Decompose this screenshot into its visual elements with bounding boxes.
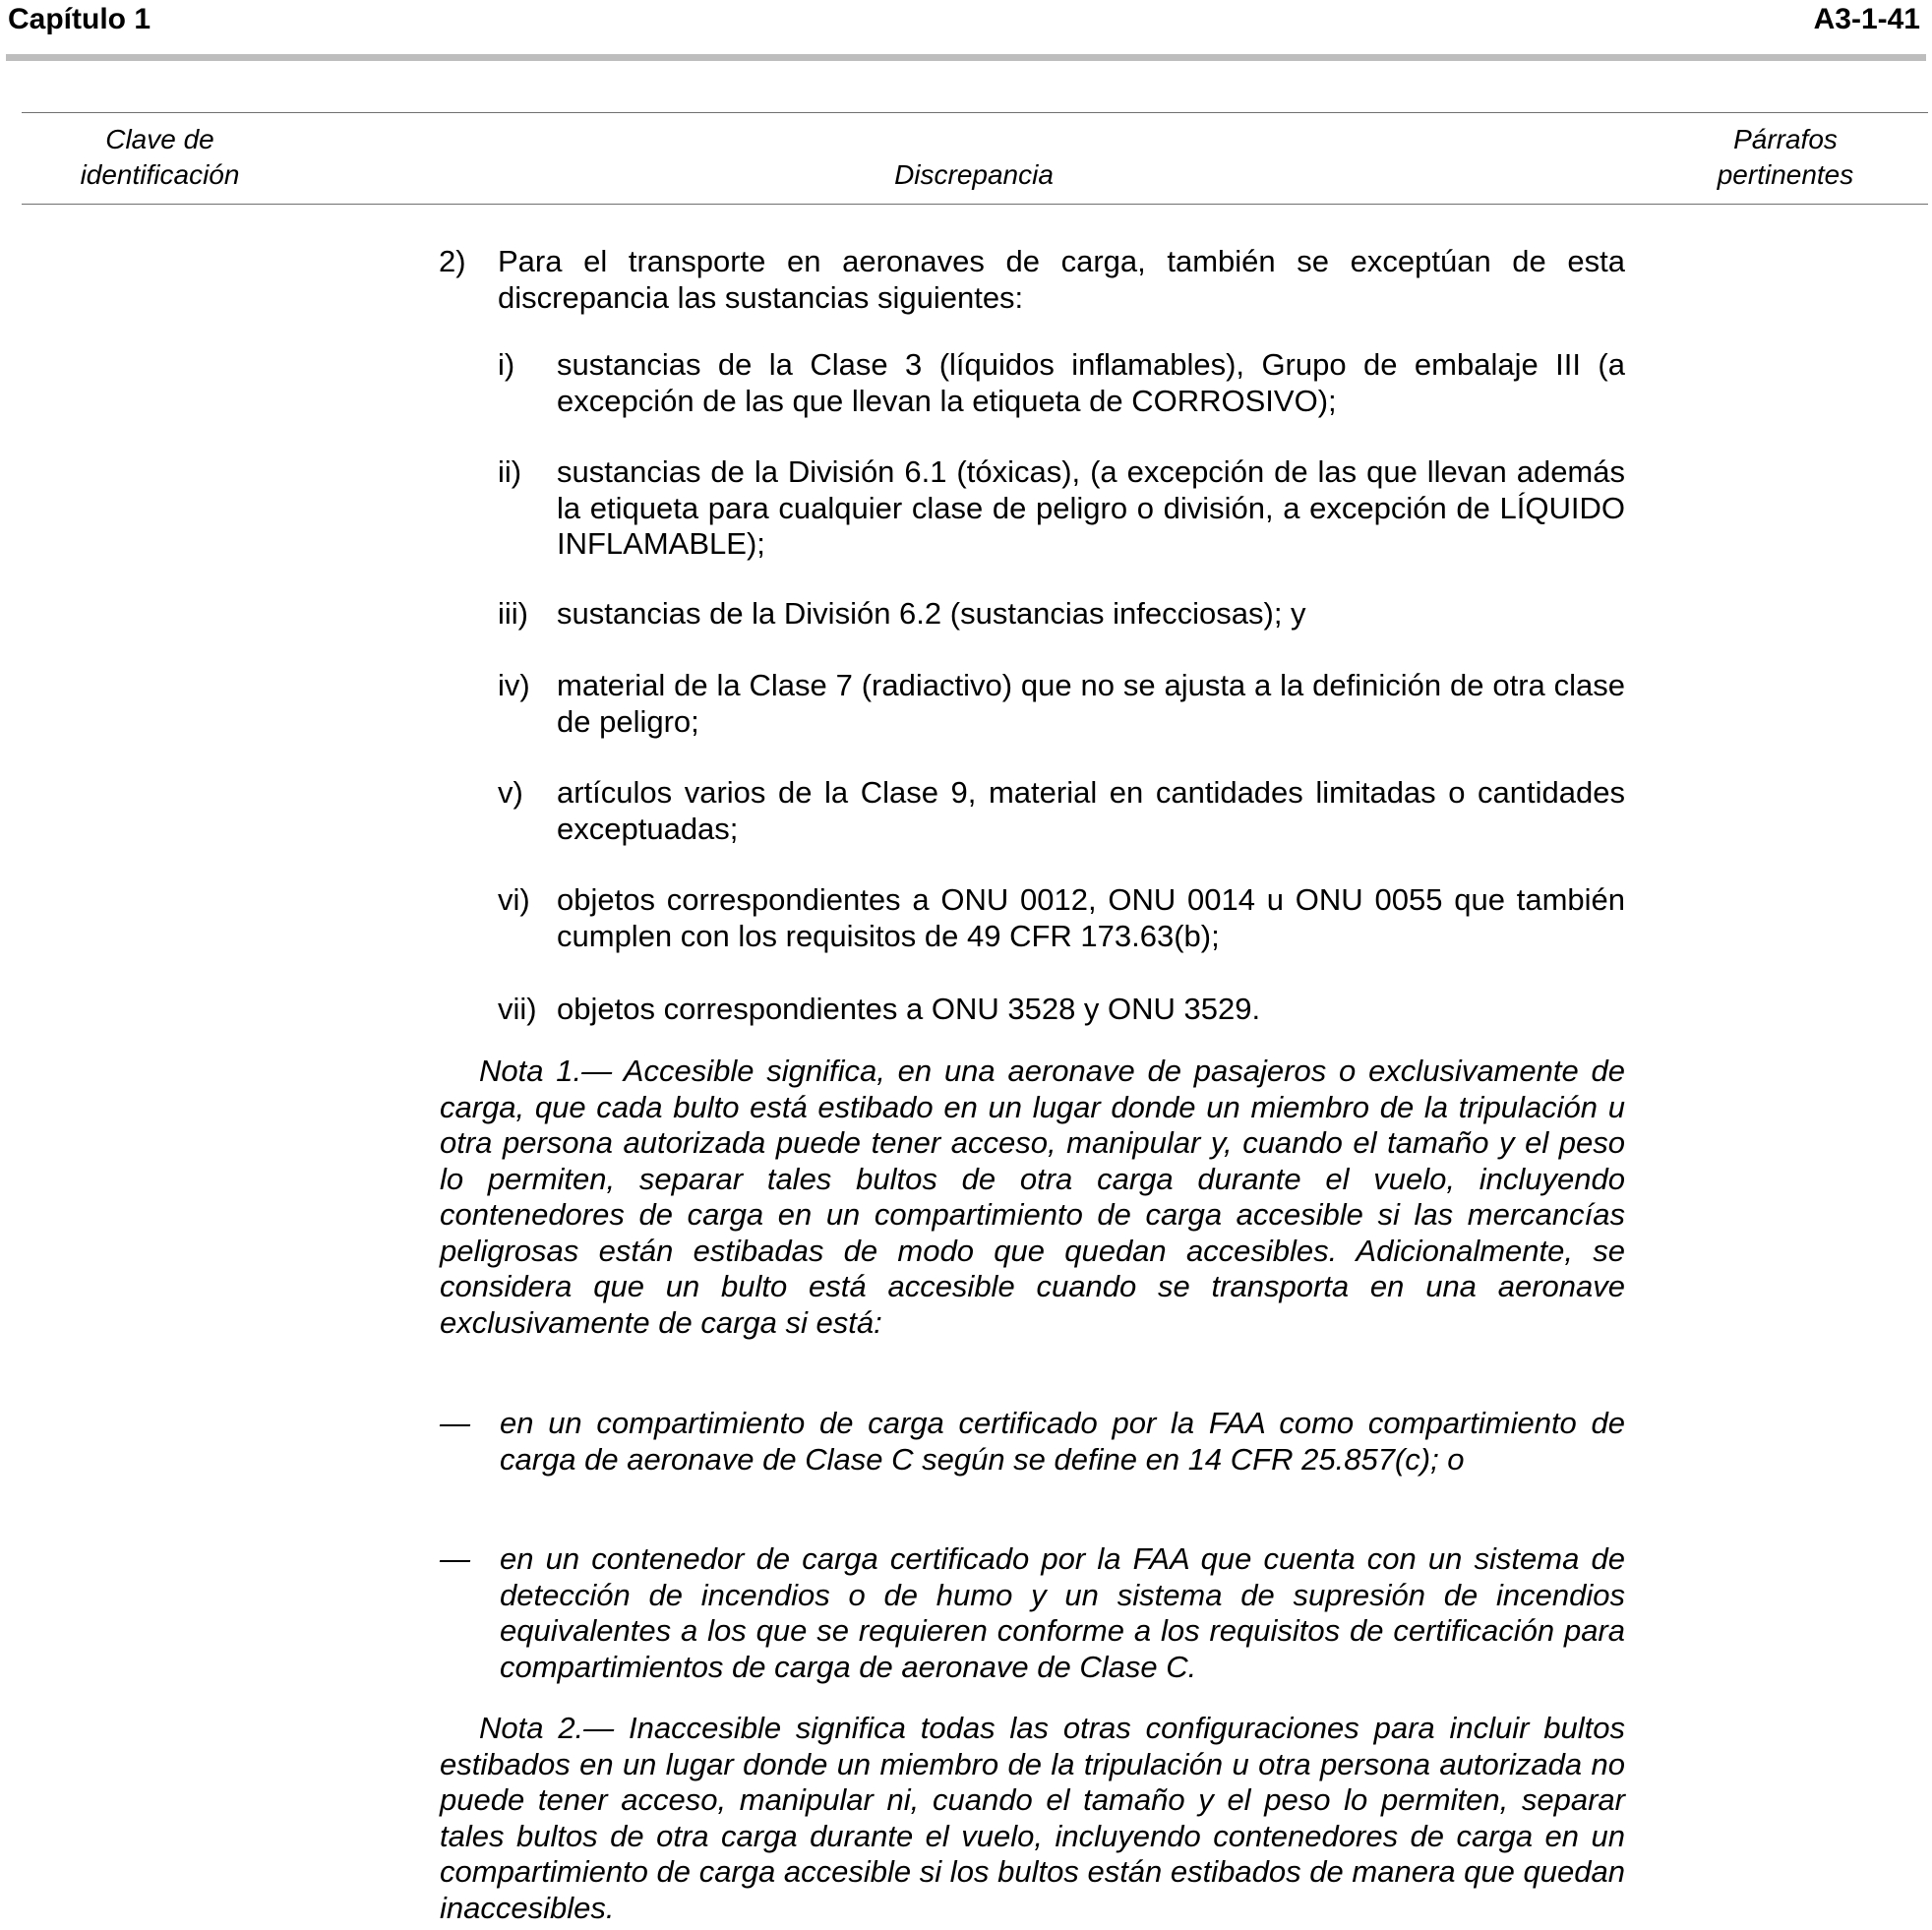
sub-item-number: i) [498,347,515,382]
item-number: 2) [439,244,466,278]
table-top-rule [22,112,1928,113]
sub-item-number: iv) [498,668,530,702]
dash-item-1 [440,1406,1625,1514]
column-header-paragraphs-line1: Párrafos [1733,124,1838,154]
table-header-rule [22,204,1928,205]
chapter-title: Capítulo 1 [8,3,151,35]
dash-bullet: — [440,1406,470,1440]
header-divider [6,54,1926,61]
sub-item-text: objetos correspondientes a ONU 3528 y ONU 3529. [557,992,1261,1026]
column-header-paragraphs-line2: pertinentes [1717,159,1854,190]
sub-item-iv [498,668,1625,747]
sub-item-text: sustancias de la Clase 3 (líquidos inflamables), Grupo de embalaje III (a excepción de las que llevan la etiqueta de CORROSIVO); [557,347,1625,418]
column-header-key [39,122,280,193]
page-reference: A3-1-41 [1813,3,1920,35]
dash-item-text: en un contenedor de carga certificado por la FAA que cuenta con un sistema de detección de incendios o de humo y un sistema de supresión de incendios equivalentes a los que se requieren conforme a los requisitos de certificación para compartimientos de carga de aeronave de Clase C. [500,1541,1625,1684]
sub-item-vi [498,882,1625,961]
sub-item-text: material de la Clase 7 (radiactivo) que no se ajusta a la definición de otra clase de peligro; [557,668,1625,739]
sub-item-text: sustancias de la División 6.1 (tóxicas), (a excepción de las que llevan además la etiqueta para cualquier clase de peligro o división, a excepción de LÍQUIDO INFLAMABLE); [557,454,1625,561]
list-item-2 [439,244,1625,323]
sub-item-text: sustancias de la División 6.2 (sustancias infecciosas); y [557,596,1306,631]
sub-item-ii [498,454,1625,563]
sub-item-iii [498,596,1625,635]
dash-bullet: — [440,1541,470,1576]
sub-item-text: objetos correspondientes a ONU 0012, ONU 0014 u ONU 0055 que también cumplen con los requisitos de 49 CFR 173.63(b); [557,882,1625,953]
dash-item-text: en un compartimiento de carga certificado por la FAA como compartimiento de carga de aeronave de Clase C según se define en 14 CFR 25.857(c); o [500,1406,1625,1477]
sub-item-v [498,775,1625,854]
sub-item-number: vi) [498,882,530,917]
sub-item-number: vii) [498,992,537,1026]
sub-item-vii [498,992,1625,1031]
item-text: Para el transporte en aeronaves de carga, también se exceptúan de esta discrepancia las sustancias siguientes: [498,244,1625,315]
sub-item-i [498,347,1625,426]
sub-item-number: iii) [498,596,528,631]
column-header-key-line1: Clave de [105,124,214,154]
sub-item-text: artículos varios de la Clase 9, material en cantidades limitadas o cantidades exceptuadas; [557,775,1625,846]
note-2: Nota 2.— Inaccesible significa todas las otras configuraciones para incluir bultos estibados en un lugar donde un miembro de la tripulación u otra persona autorizada no puede tener acceso, manipular ni, cuando el tamaño y el peso lo permiten, separar tales bultos de otra carga durante el vuelo, incluyendo contenedores de carga en un compartimiento de carga accesible si los bultos están estibados de manera que quedan inaccesibles. [440,1711,1625,1925]
sub-item-number: v) [498,775,523,810]
column-header-discrepancy: Discrepancia [894,159,1054,190]
column-header-key-line2: identificación [80,159,240,190]
column-header-paragraphs [1672,122,1899,193]
dash-item-2 [440,1541,1625,1689]
note-1: Nota 1.— Accesible significa, en una aeronave de pasajeros o exclusivamente de carga, que cada bulto está estibado en un lugar donde un miembro de la tripulación u otra persona autorizada puede tener acceso, manipular y, cuando el tamaño y el peso lo permiten, separar tales bultos de otra carga durante el vuelo, incluyendo contenedores de carga en un compartimiento de carga accesible si las mercancías peligrosas están estibadas de modo que quedan accesibles. Adicionalmente, se considera que un bulto está accesible cuando se transporta en una aeronave exclusivamente de carga si está: [440,1054,1625,1340]
sub-item-number: ii) [498,454,522,489]
